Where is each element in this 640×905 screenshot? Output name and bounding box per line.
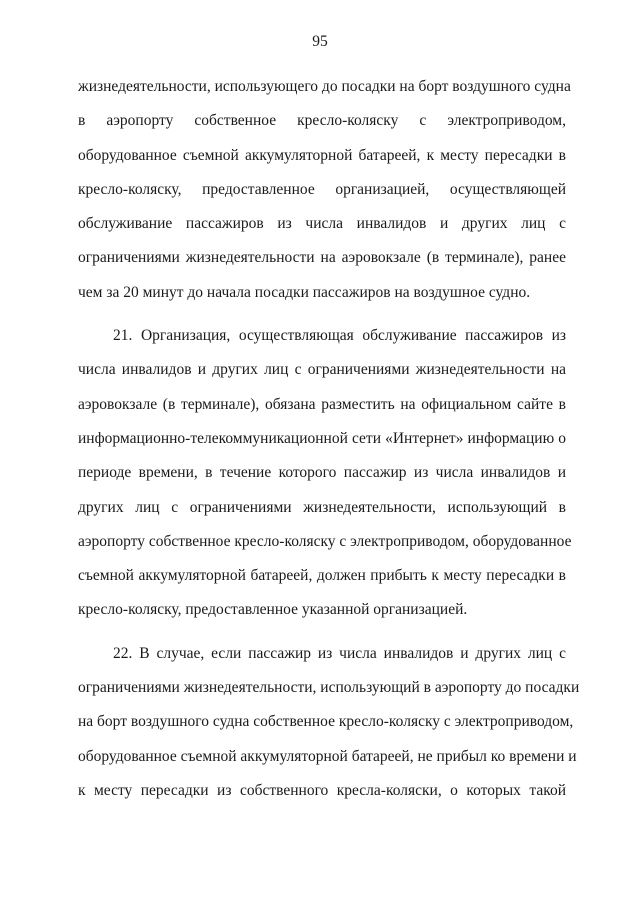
text-line: аэровокзале (в терминале), обязана разместить на официальном сайте в (78, 395, 566, 413)
text-line: оборудованное съемной аккумуляторной батареей, к месту пересадки в (78, 146, 566, 164)
text-line: в аэропорту собственное кресло-коляску с электроприводом, (78, 112, 566, 130)
paragraph-21 (78, 319, 572, 628)
page-number: 95 (312, 33, 328, 50)
text-line: чем за 20 минут до начала посадки пассажиров на воздушное судно. (78, 283, 531, 301)
text-line: съемной аккумуляторной батареей, должен прибыть к месту пересадки в (78, 567, 566, 585)
text-line: ограничениями жизнедеятельности на аэровокзале (в терминале), ранее (78, 249, 566, 267)
text-line: периоде времени, в течение которого пассажир из числа инвалидов и (78, 464, 566, 482)
text-line: других лиц с ограничениями жизнедеятельности, использующий в (78, 498, 566, 516)
text-line: оборудованное съемной аккумуляторной батареей, не прибыл ко времени и (78, 747, 577, 765)
text-line: кресло-коляску, предоставленное организацией, осуществляющей (78, 180, 566, 198)
text-line: информационно-телекоммуникационной сети «Интернет» информацию о (78, 429, 566, 447)
text-line: аэропорту собственное кресло-коляску с электроприводом, оборудованное (78, 532, 572, 550)
paragraph-22 (78, 637, 580, 808)
text-line: к месту пересадки из собственного кресла-коляски, о которых такой (78, 781, 566, 799)
text-line: ограничениями жизнедеятельности, использующий в аэропорту до посадки (78, 679, 580, 697)
text-line: обслуживание пассажиров из числа инвалидов и других лиц с (78, 215, 566, 233)
text-line: кресло-коляску, предоставленное указанной организацией. (78, 601, 468, 619)
text-line: на борт воздушного судна собственное кресло-коляску с электроприводом, (78, 713, 574, 731)
paragraph-continuation (78, 70, 571, 310)
text-line: жизнедеятельности, использующего до посадки на борт воздушного судна (78, 78, 571, 95)
text-line: числа инвалидов и других лиц с ограничениями жизнедеятельности на (78, 361, 566, 379)
text-line: 21. Организация, осуществляющая обслуживание пассажиров из (113, 327, 566, 345)
document-body (78, 70, 580, 808)
text-line: 22. В случае, если пассажир из числа инвалидов и других лиц с (113, 644, 566, 662)
